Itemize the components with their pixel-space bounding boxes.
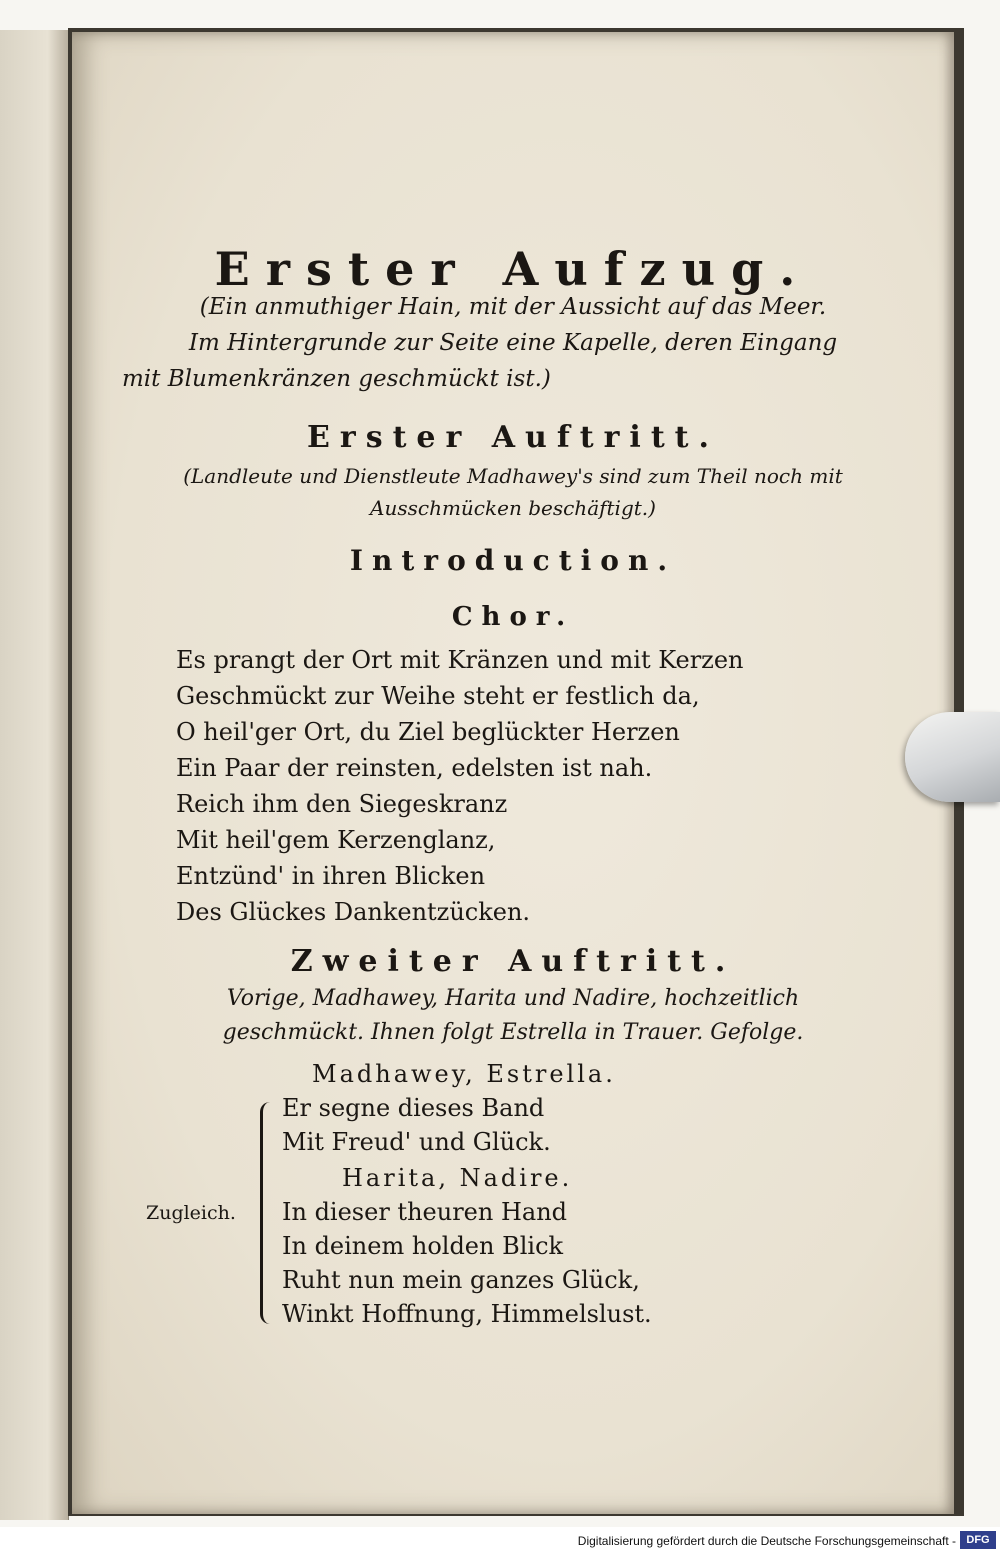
duet-line-5: Ruht nun mein ganzes Glück, xyxy=(282,1266,640,1294)
act-title: Erster Aufzug. xyxy=(214,242,812,296)
duet-line-6: Winkt Hoffnung, Himmelslust. xyxy=(282,1300,652,1328)
zugleich-bracket xyxy=(260,1102,277,1324)
scene1-stage-direction-2: Ausschmücken beschäftigt.) xyxy=(370,496,656,520)
chorus-line-6: Mit heil'gem Kerzenglanz, xyxy=(176,826,496,854)
zugleich-label: Zugleich. xyxy=(146,1202,236,1224)
introduction-heading: Introduction. xyxy=(349,544,677,577)
chorus-line-4: Ein Paar der reinsten, edelsten ist nah. xyxy=(176,754,653,782)
act-stage-direction-3: mit Blumenkränzen geschmückt ist.) xyxy=(122,366,551,392)
speaker-madhawey-estrella: Madhawey, Estrella. xyxy=(312,1060,616,1088)
duet-line-4: In deinem holden Blick xyxy=(282,1232,564,1260)
bookmark-clip xyxy=(905,712,1000,802)
duet-line-2: Mit Freud' und Glück. xyxy=(282,1128,551,1156)
book-page xyxy=(72,32,954,1514)
chorus-line-2: Geschmückt zur Weihe steht er festlich da, xyxy=(176,682,700,710)
chorus-line-5: Reich ihm den Siegeskranz xyxy=(176,790,508,818)
duet-line-3: In dieser theuren Hand xyxy=(282,1198,568,1226)
footer-credit: Digitalisierung gefördert durch die Deutsche Forschungsgemeinschaft - xyxy=(577,1534,956,1548)
scene2-stage-direction-2: geschmückt. Ihnen folgt Estrella in Trauer. Gefolge. xyxy=(222,1020,804,1045)
footer-bar xyxy=(0,1527,1000,1555)
scene1-title: Erster Auftritt. xyxy=(307,420,719,455)
scene2-title: Zweiter Auftritt. xyxy=(290,944,736,979)
chor-heading: Chor. xyxy=(451,602,575,632)
duet-line-1: Er segne dieses Band xyxy=(282,1094,545,1122)
act-stage-direction-2: Im Hintergrunde zur Seite eine Kapelle, deren Eingang xyxy=(188,330,838,356)
chorus-line-7: Entzünd' in ihren Blicken xyxy=(176,862,486,890)
chorus-line-3: O heil'ger Ort, du Ziel beglückter Herzen xyxy=(176,718,680,746)
act-stage-direction-1: (Ein anmuthiger Hain, mit der Aussicht auf das Meer. xyxy=(199,294,827,320)
left-page-edge xyxy=(0,30,69,1520)
speaker-harita-nadire: Harita, Nadire. xyxy=(342,1164,573,1192)
chorus-line-8: Des Glückes Dankentzücken. xyxy=(176,898,531,926)
scene2-stage-direction-1: Vorige, Madhawey, Harita und Nadire, hochzeitlich xyxy=(226,986,800,1011)
dfg-logo: DFG xyxy=(960,1531,996,1549)
chorus-line-1: Es prangt der Ort mit Kränzen und mit Kerzen xyxy=(176,646,744,674)
scene1-stage-direction-1: (Landleute und Dienstleute Madhawey's sind zum Theil noch mit xyxy=(183,464,843,488)
